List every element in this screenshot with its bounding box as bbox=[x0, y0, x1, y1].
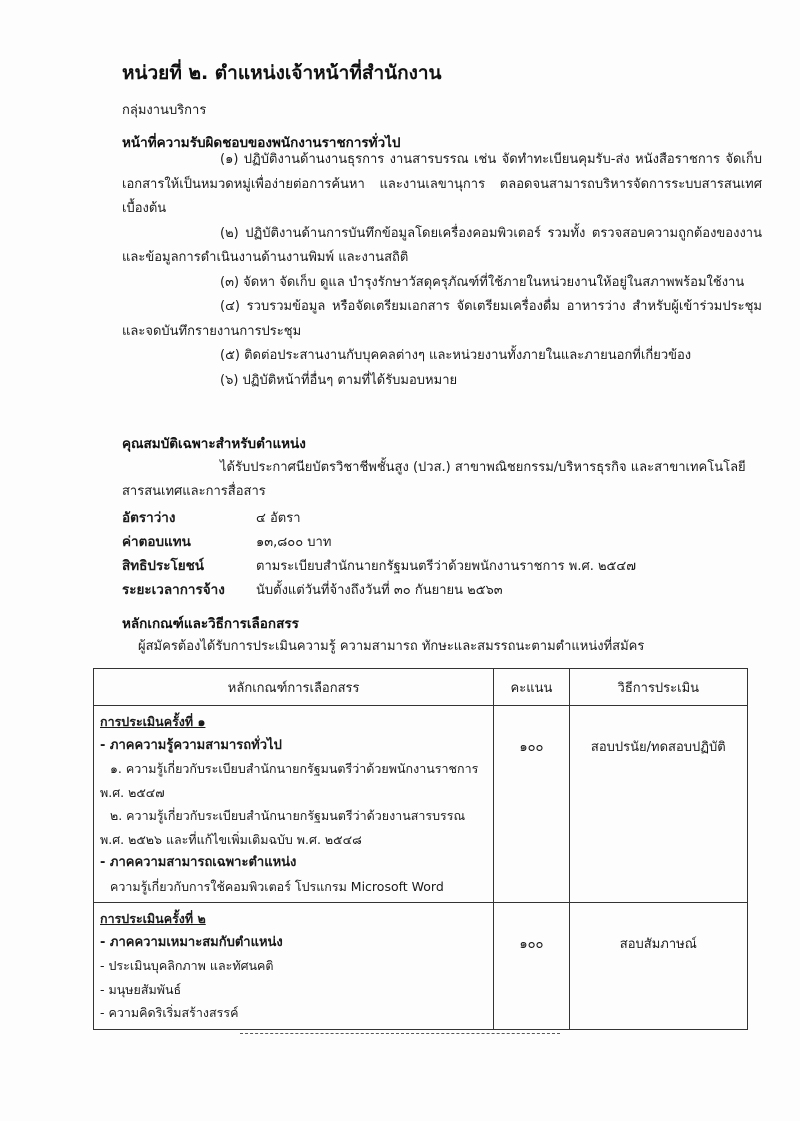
criteria-line: ความรู้เกี่ยวกับการใช้คอมพิวเตอร์ โปรแกรม Microsoft Word bbox=[110, 878, 444, 894]
header-method: วิธีการประเมิน bbox=[569, 669, 747, 706]
table-header-row bbox=[94, 669, 748, 706]
document-title: หน่วยที่ ๒. ตำแหน่งเจ้าหน้าที่สำนักงาน bbox=[122, 62, 442, 84]
criteria-line: - มนุษยสัมพันธ์ bbox=[100, 981, 182, 997]
criteria-line: - ความคิดริเริ่มสร้างสรรค์ bbox=[100, 1005, 239, 1020]
table-row bbox=[94, 706, 748, 903]
position-info bbox=[122, 505, 636, 601]
info-row-compensation bbox=[122, 529, 636, 553]
criteria-cell bbox=[94, 706, 494, 903]
score-cell: ๑๐๐ bbox=[494, 903, 569, 1030]
duties-list bbox=[122, 148, 762, 393]
info-value: ๔ อัตรา bbox=[256, 510, 301, 526]
score-cell: ๑๐๐ bbox=[494, 706, 569, 903]
info-value: นับตั้งแต่วันที่จ้างถึงวันที่ ๓๐ กันยายน ๒๕๖๓ bbox=[256, 582, 503, 598]
info-label: ค่าตอบแทน bbox=[122, 534, 191, 550]
header-criteria: หลักเกณฑ์การเลือกสรร bbox=[94, 669, 494, 706]
info-row-employment-period bbox=[122, 577, 636, 601]
table-row bbox=[94, 903, 748, 1030]
qualifications-text: ได้รับประกาศนียบัตรวิชาชีพชั้นสูง (ปวส.) สาขาพณิชยกรรม/บริหารธุรกิจ และสาขาเทคโนโลยีสารสนเทศและการสื่อสาร bbox=[122, 460, 746, 499]
method-cell: สอบปรนัย/ทดสอบปฏิบัติ bbox=[569, 706, 747, 903]
info-label: ระยะเวลาการจ้าง bbox=[122, 582, 225, 598]
method-cell: สอบสัมภาษณ์ bbox=[569, 903, 747, 1030]
work-group-label: กลุ่มงานบริการ bbox=[122, 103, 207, 118]
info-row-vacancies bbox=[122, 505, 636, 529]
criteria-line: พ.ศ. ๒๕๒๖ และที่แก้ไขเพิ่มเติมฉบับ พ.ศ. ๒๕๔๘ bbox=[100, 831, 362, 847]
selection-intro: ผู้สมัครต้องได้รับการประเมินความรู้ ความสามารถ ทักษะและสมรรถนะตามตำแหน่งที่สมัคร bbox=[138, 639, 645, 654]
info-label: อัตราว่าง bbox=[122, 510, 176, 526]
info-label: สิทธิประโยชน์ bbox=[122, 558, 205, 574]
duty-item: (๑) ปฏิบัติงานด้านงานธุรการ งานสารบรรณ เช่น จัดทำทะเบียนคุมรับ-ส่ง หนังสือราชการ จัดเก็บเอกสารให้เป็นหมวดหมู่เพื่อง่ายต่อการค้นหา และงานเลขานุการ ตลอดจนสามารถบริหารจัดการระบบสารสนเทศเบื้องต้น bbox=[122, 152, 762, 216]
round-title: การประเมินครั้งที่ ๑ bbox=[100, 714, 206, 729]
criteria-line: พ.ศ. ๒๕๔๗ bbox=[100, 784, 165, 800]
duty-item: (๔) รวบรวมข้อมูล หรือจัดเตรียมเอกสาร จัดเตรียมเครื่องดื่ม อาหารว่าง สำหรับผู้เข้าร่วมประชุม และจดบันทึกรายงานการประชุม bbox=[122, 299, 762, 339]
criteria-line: ๑. ความรู้เกี่ยวกับระเบียบสำนักนายกรัฐมนตรีว่าด้วยพนักงานราชการ bbox=[110, 761, 479, 776]
header-score: คะแนน bbox=[494, 669, 569, 706]
selection-criteria-table bbox=[93, 668, 748, 1030]
criteria-line: - ภาคความรู้ความสามารถทั่วไป bbox=[100, 737, 282, 753]
info-value: ตามระเบียบสำนักนายกรัฐมนตรีว่าด้วยพนักงานราชการ พ.ศ. ๒๕๔๗ bbox=[256, 558, 636, 574]
info-row-benefits bbox=[122, 553, 636, 577]
info-value: ๑๓,๘๐๐ บาท bbox=[256, 534, 332, 550]
criteria-line: - ประเมินบุคลิกภาพ และทัศนคติ bbox=[100, 958, 274, 973]
duty-item: (๖) ปฏิบัติหน้าที่อื่นๆ ตามที่ได้รับมอบหมาย bbox=[220, 372, 458, 388]
criteria-line: - ภาคความเหมาะสมกับตำแหน่ง bbox=[100, 934, 283, 950]
duty-item: (๕) ติดต่อประสานงานกับบุคคลต่างๆ และหน่วยงานทั้งภายในและภายนอกที่เกี่ยวข้อง bbox=[220, 348, 692, 363]
criteria-cell bbox=[94, 903, 494, 1030]
qualifications-heading: คุณสมบัติเฉพาะสำหรับตำแหน่ง bbox=[122, 436, 306, 452]
duties-heading: หน้าที่ความรับผิดชอบของพนักงานราชการทั่วไป bbox=[122, 135, 401, 151]
duty-item: (๒) ปฏิบัติงานด้านการบันทึกข้อมูลโดยเครื่องคอมพิวเตอร์ รวมทั้ง ตรวจสอบความถูกต้องของงานและข้อมูลการดำเนินงานด้านงานพิมพ์ และงานสถิติ bbox=[122, 225, 762, 265]
selection-heading: หลักเกณฑ์และวิธีการเลือกสรร bbox=[122, 616, 299, 632]
duty-item: (๓) จัดหา จัดเก็บ ดูแล บำรุงรักษาวัสดุครุภัณฑ์ที่ใช้ภายในหน่วยงานให้อยู่ในสภาพพร้อมใช้งาน bbox=[220, 274, 745, 290]
end-divider bbox=[240, 1033, 560, 1034]
criteria-line: ๒. ความรู้เกี่ยวกับระเบียบสำนักนายกรัฐมนตรีว่าด้วยงานสารบรรณ bbox=[110, 808, 466, 823]
round-title: การประเมินครั้งที่ ๒ bbox=[100, 911, 206, 926]
criteria-line: - ภาคความสามารถเฉพาะตำแหน่ง bbox=[100, 855, 297, 870]
